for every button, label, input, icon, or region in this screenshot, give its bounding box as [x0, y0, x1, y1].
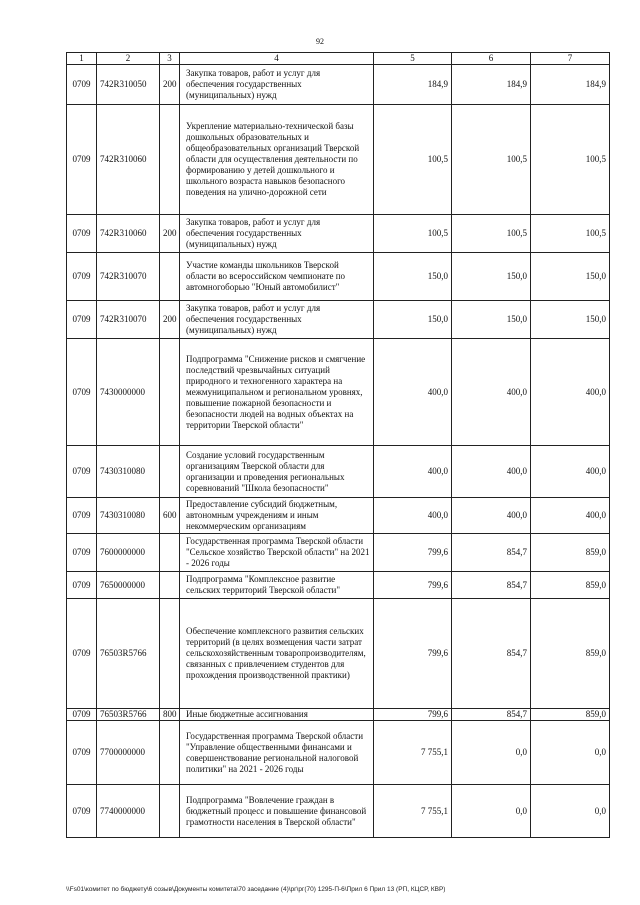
table-row — [67, 709, 610, 721]
target-code-cell: 7650000000 — [97, 572, 160, 599]
name-cell: Закупка товаров, работ и услуг для обеспечения государственных (муниципальных) нужд — [180, 65, 374, 105]
name-cell: Подпрограмма "Комплексное развитие сельских территорий Тверской области" — [180, 572, 374, 599]
amount-col6-cell: 100,5 — [452, 215, 531, 253]
amount-col5-cell: 150,0 — [374, 253, 452, 301]
target-code-cell: 7700000000 — [97, 721, 160, 785]
name-cell: Участие команды школьников Тверской области во всероссийском чемпионате по автомногоборью "Юный автомобилист" — [180, 253, 374, 301]
expense-type-cell — [160, 785, 180, 838]
expense-type-cell — [160, 599, 180, 709]
name-cell: Закупка товаров, работ и услуг для обеспечения государственных (муниципальных) нужд — [180, 301, 374, 339]
amount-col7-cell: 859,0 — [531, 709, 610, 721]
target-code-cell: 7600000000 — [97, 534, 160, 572]
name-cell: Создание условий государственным организациям Тверской области для организации и проведения региональных соревнований "Школа безопасности" — [180, 446, 374, 498]
expense-type-cell — [160, 572, 180, 599]
table-row — [67, 65, 610, 105]
name-cell: Подпрограмма "Вовлечение граждан в бюджетный процесс и повышение финансовой грамотности населения в Тверской области" — [180, 785, 374, 838]
amount-col7-cell: 150,0 — [531, 253, 610, 301]
table-row — [67, 215, 610, 253]
expense-type-cell: 200 — [160, 215, 180, 253]
amount-col6-cell: 400,0 — [452, 446, 531, 498]
page-number: 92 — [316, 37, 324, 46]
expense-type-cell: 600 — [160, 498, 180, 534]
name-cell: Предоставление субсидий бюджетным, автономным учреждениям и иным некоммерческим организациям — [180, 498, 374, 534]
target-code-cell: 7740000000 — [97, 785, 160, 838]
amount-col6-cell: 184,9 — [452, 65, 531, 105]
amount-col5-cell: 400,0 — [374, 498, 452, 534]
section-cell: 0709 — [67, 65, 97, 105]
target-code-cell: 742R310060 — [97, 105, 160, 215]
amount-col7-cell: 400,0 — [531, 446, 610, 498]
header-col-1: 1 — [67, 53, 97, 65]
target-code-cell: 742R310070 — [97, 253, 160, 301]
expense-type-cell — [160, 105, 180, 215]
target-code-cell: 7430000000 — [97, 339, 160, 446]
amount-col6-cell: 854,7 — [452, 709, 531, 721]
name-cell: Укрепление материально-технической базы дошкольных образовательных и общеобразовательных организаций Тверской области для осуществления деятельности по формированию у детей дошкольного и школьного возраста навыков безопасного поведения на улично-дорожной сети — [180, 105, 374, 215]
amount-col5-cell: 400,0 — [374, 446, 452, 498]
amount-col6-cell: 0,0 — [452, 721, 531, 785]
section-cell: 0709 — [67, 339, 97, 446]
name-cell: Государственная программа Тверской области "Управление общественными финансами и совершенствование региональной налоговой политики" на 2021 - 2026 годы — [180, 721, 374, 785]
amount-col5-cell: 7 755,1 — [374, 721, 452, 785]
expense-type-cell — [160, 253, 180, 301]
target-code-cell: 7430310080 — [97, 498, 160, 534]
table-row — [67, 498, 610, 534]
table-header-row — [67, 53, 610, 65]
budget-table — [66, 52, 610, 838]
expense-type-cell — [160, 534, 180, 572]
table-row — [67, 301, 610, 339]
amount-col6-cell: 100,5 — [452, 105, 531, 215]
expense-type-cell — [160, 339, 180, 446]
amount-col7-cell: 400,0 — [531, 498, 610, 534]
target-code-cell: 742R310050 — [97, 65, 160, 105]
amount-col5-cell: 184,9 — [374, 65, 452, 105]
header-col-6: 6 — [452, 53, 531, 65]
section-cell: 0709 — [67, 253, 97, 301]
amount-col5-cell: 799,6 — [374, 599, 452, 709]
table-row — [67, 721, 610, 785]
section-cell: 0709 — [67, 721, 97, 785]
section-cell: 0709 — [67, 498, 97, 534]
amount-col6-cell: 854,7 — [452, 572, 531, 599]
footer-file-path: \\Fs01\комитет по бюджету\6 созыв\Документы комитета\70 заседание (4)\рг\рг(70) 1295-П-6\Прил 6 Прил 13 (РП, КЦСР, КВР) — [66, 886, 446, 893]
table-row — [67, 105, 610, 215]
name-cell: Государственная программа Тверской области "Сельское хозяйство Тверской области" на 2021 - 2026 годы — [180, 534, 374, 572]
amount-col6-cell: 0,0 — [452, 785, 531, 838]
name-cell: Иные бюджетные ассигнования — [180, 709, 374, 721]
section-cell: 0709 — [67, 709, 97, 721]
amount-col5-cell: 7 755,1 — [374, 785, 452, 838]
amount-col7-cell: 184,9 — [531, 65, 610, 105]
amount-col6-cell: 400,0 — [452, 339, 531, 446]
amount-col5-cell: 100,5 — [374, 105, 452, 215]
table-row — [67, 785, 610, 838]
section-cell: 0709 — [67, 105, 97, 215]
amount-col5-cell: 799,6 — [374, 534, 452, 572]
table-row — [67, 572, 610, 599]
amount-col6-cell: 150,0 — [452, 301, 531, 339]
amount-col7-cell: 859,0 — [531, 534, 610, 572]
amount-col5-cell: 150,0 — [374, 301, 452, 339]
header-col-2: 2 — [97, 53, 160, 65]
expense-type-cell: 800 — [160, 709, 180, 721]
section-cell: 0709 — [67, 785, 97, 838]
amount-col6-cell: 854,7 — [452, 534, 531, 572]
name-cell: Закупка товаров, работ и услуг для обеспечения государственных (муниципальных) нужд — [180, 215, 374, 253]
amount-col6-cell: 150,0 — [452, 253, 531, 301]
section-cell: 0709 — [67, 301, 97, 339]
table-row — [67, 339, 610, 446]
expense-type-cell: 200 — [160, 65, 180, 105]
table-row — [67, 534, 610, 572]
amount-col7-cell: 859,0 — [531, 572, 610, 599]
amount-col5-cell: 400,0 — [374, 339, 452, 446]
section-cell: 0709 — [67, 572, 97, 599]
amount-col5-cell: 799,6 — [374, 572, 452, 599]
amount-col7-cell: 400,0 — [531, 339, 610, 446]
amount-col7-cell: 150,0 — [531, 301, 610, 339]
expense-type-cell: 200 — [160, 301, 180, 339]
target-code-cell: 76503R5766 — [97, 599, 160, 709]
expense-type-cell — [160, 446, 180, 498]
amount-col7-cell: 0,0 — [531, 785, 610, 838]
header-col-7: 7 — [531, 53, 610, 65]
amount-col7-cell: 0,0 — [531, 721, 610, 785]
table-row — [67, 446, 610, 498]
amount-col6-cell: 400,0 — [452, 498, 531, 534]
name-cell: Подпрограмма "Снижение рисков и смягчение последствий чрезвычайных ситуаций природного и техногенного характера на межмуниципальном и региональном уровнях, повышение пожарной безопасности и безопасности людей на водных объектах на территории Тверской области" — [180, 339, 374, 446]
amount-col6-cell: 854,7 — [452, 599, 531, 709]
amount-col5-cell: 799,6 — [374, 709, 452, 721]
expense-type-cell — [160, 721, 180, 785]
amount-col7-cell: 859,0 — [531, 599, 610, 709]
section-cell: 0709 — [67, 599, 97, 709]
header-col-5: 5 — [374, 53, 452, 65]
name-cell: Обеспечение комплексного развития сельских территорий (в целях возмещения части затрат сельскохозяйственным товаропроизводителям, связанных с привлечением студентов для прохождения производственной практики) — [180, 599, 374, 709]
target-code-cell: 742R310070 — [97, 301, 160, 339]
table-row — [67, 599, 610, 709]
amount-col7-cell: 100,5 — [531, 215, 610, 253]
header-col-3: 3 — [160, 53, 180, 65]
section-cell: 0709 — [67, 534, 97, 572]
section-cell: 0709 — [67, 215, 97, 253]
header-col-4: 4 — [180, 53, 374, 65]
target-code-cell: 76503R5766 — [97, 709, 160, 721]
amount-col5-cell: 100,5 — [374, 215, 452, 253]
target-code-cell: 7430310080 — [97, 446, 160, 498]
amount-col7-cell: 100,5 — [531, 105, 610, 215]
table-row — [67, 253, 610, 301]
target-code-cell: 742R310060 — [97, 215, 160, 253]
section-cell: 0709 — [67, 446, 97, 498]
